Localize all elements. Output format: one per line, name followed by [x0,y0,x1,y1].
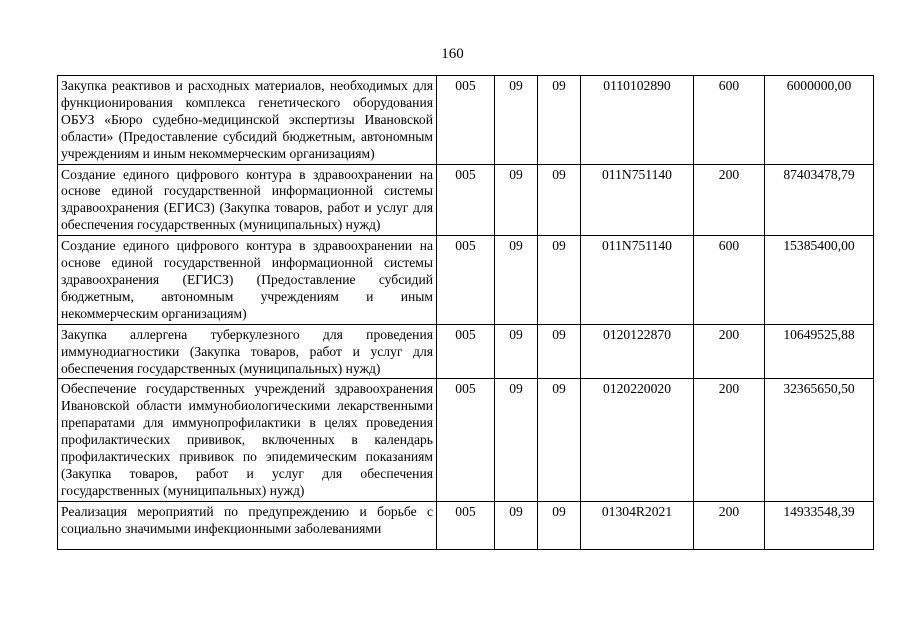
table-row [58,236,874,325]
row-description: Закупка реактивов и расходных материалов, необходимых для функционирования комплекса генетического оборудования ОБУЗ «Бюро судебно-медицинской экспертизы Ивановской области» (Предоставление субсидий бюджетным, автономным учреждениям и иным некоммерческим организациям) [58,76,437,165]
ministry-code: 005 [437,324,495,379]
target-article-code: 0110102890 [581,76,694,165]
amount: 87403478,79 [765,164,874,236]
ministry-code: 005 [437,379,495,501]
budget-table [57,75,874,550]
section-code: 09 [495,501,538,549]
amount: 10649525,88 [765,324,874,379]
expense-type-code: 200 [694,501,765,549]
target-article-code: 011N751140 [581,164,694,236]
amount: 6000000,00 [765,76,874,165]
row-description-cell [58,501,437,549]
row-description: Реализация мероприятий по предупреждению и борьбе с социально значимыми инфекционными заболеваниями [61,503,433,536]
ministry-code: 005 [437,164,495,236]
target-article-code: 0120122870 [581,324,694,379]
section-code: 09 [495,324,538,379]
ministry-code: 005 [437,76,495,165]
expense-type-code: 200 [694,324,765,379]
table-row [58,76,874,165]
ministry-code: 005 [437,236,495,325]
subsection-code: 09 [538,501,581,549]
subsection-code: 09 [538,324,581,379]
subsection-code: 09 [538,164,581,236]
subsection-code: 09 [538,76,581,165]
row-description: Создание единого цифрового контура в здравоохранении на основе единой государственной информационной системы здравоохранения (ЕГИСЗ) (Закупка товаров, работ и услуг для обеспечения государственных (муниципальных) нужд) [58,164,437,236]
amount: 14933548,39 [765,501,874,549]
section-code: 09 [495,76,538,165]
expense-type-code: 600 [694,236,765,325]
row-description: Создание единого цифрового контура в здравоохранении на основе единой государственной информационной системы здравоохранения (ЕГИСЗ) (Предоставление субсидий бюджетным, автономным учреждениям и иным некоммерческим организациям) [58,236,437,325]
row-description: Закупка аллергена туберкулезного для проведения иммунодиагностики (Закупка товаров, работ и услуг для обеспечения государственных (муниципальных) нужд) [58,324,437,379]
ministry-code: 005 [437,501,495,549]
expense-type-code: 200 [694,164,765,236]
row-description: Обеспечение государственных учреждений здравоохранения Ивановской области иммунобиологическими лекарственными препаратами для иммунопрофилактики в целях проведения профилактических прививок, включенных в календарь профилактических прививок по эпидемическим показаниям (Закупка товаров, работ и услуг для обеспечения государственных (муниципальных) нужд) [58,379,437,501]
section-code: 09 [495,164,538,236]
table-row [58,324,874,379]
amount: 32365650,50 [765,379,874,501]
target-article-code: 0120220020 [581,379,694,501]
expense-type-code: 200 [694,379,765,501]
target-article-code: 011N751140 [581,236,694,325]
target-article-code: 01304R2021 [581,501,694,549]
table-row [58,164,874,236]
subsection-code: 09 [538,379,581,501]
subsection-code: 09 [538,236,581,325]
page-number: 160 [441,46,464,62]
table-row [58,379,874,501]
amount: 15385400,00 [765,236,874,325]
section-code: 09 [495,236,538,325]
expense-type-code: 600 [694,76,765,165]
table-row [58,501,874,549]
section-code: 09 [495,379,538,501]
